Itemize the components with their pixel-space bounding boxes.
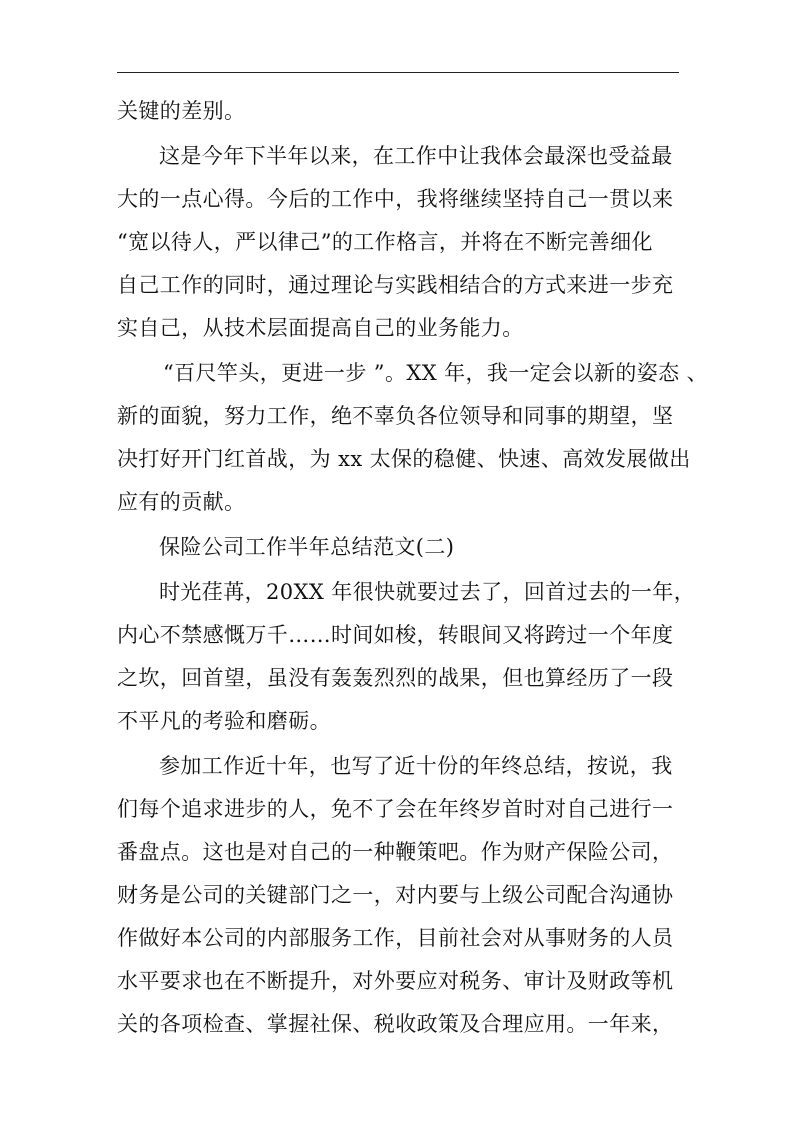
text-line: 水平要求也在不断提升，对外要应对税务、审计及财政等机: [117, 969, 674, 993]
header-rule: [117, 72, 679, 73]
paragraph-start: “百尺竿头，更进一步 ”。XX 年，我一定会以新的姿态 、: [163, 361, 708, 385]
text-line: 实自己，从技术层面提高自己的业务能力。: [117, 316, 524, 340]
text-line: 关的各项检查、掌握社保、税收政策及合理应用。一年来，: [117, 1012, 674, 1036]
text-line: 应有的贡献。: [117, 490, 246, 514]
text-line: 不平凡的考验和磨砺。: [117, 709, 331, 733]
paragraph-start: 参加工作近十年，也写了近十份的年终总结，按说，我: [159, 754, 673, 778]
text-line: 财务是公司的关键部门之一，对内要与上级公司配合沟通协: [117, 883, 674, 907]
section-heading: 保险公司工作半年总结范文(二): [159, 535, 455, 559]
text-line: 番盘点。这也是对自己的一种鞭策吧。作为财产保险公司，: [117, 840, 674, 864]
text-line: 关键的差别。: [117, 99, 246, 123]
text-line: 自己工作的同时，通过理论与实践相结合的方式来进一步充: [117, 273, 674, 297]
document-body: [117, 90, 708, 1046]
paragraph-start: 时光荏苒，20XX 年很快就要过去了，回首过去的一年，: [159, 580, 696, 604]
text-line: 决打好开门红首战，为 xx 太保的稳健、快速、高效发展做出: [117, 447, 691, 471]
text-line: “宽以待人，严以律己”的工作格言，并将在不断完善细化: [117, 230, 653, 254]
text-line: 大的一点心得。今后的工作中，我将继续坚持自己一贯以来: [117, 187, 674, 211]
text-line: 之坎，回首望，虽没有轰轰烈烈的战果，但也算经历了一段: [117, 666, 674, 690]
text-line: 作做好本公司的内部服务工作，目前社会对从事财务的人员: [117, 926, 674, 950]
text-line: 新的面貌，努力工作，绝不辜负各位领导和同事的期望，坚: [117, 404, 674, 428]
text-line: 们每个追求进步的人，免不了会在年终岁首时对自己进行一: [117, 797, 674, 821]
text-line: 内心不禁感慨万千……时间如梭，转眼间又将跨过一个年度: [117, 623, 674, 647]
paragraph-start: 这是今年下半年以来，在工作中让我体会最深也受益最: [159, 144, 673, 168]
